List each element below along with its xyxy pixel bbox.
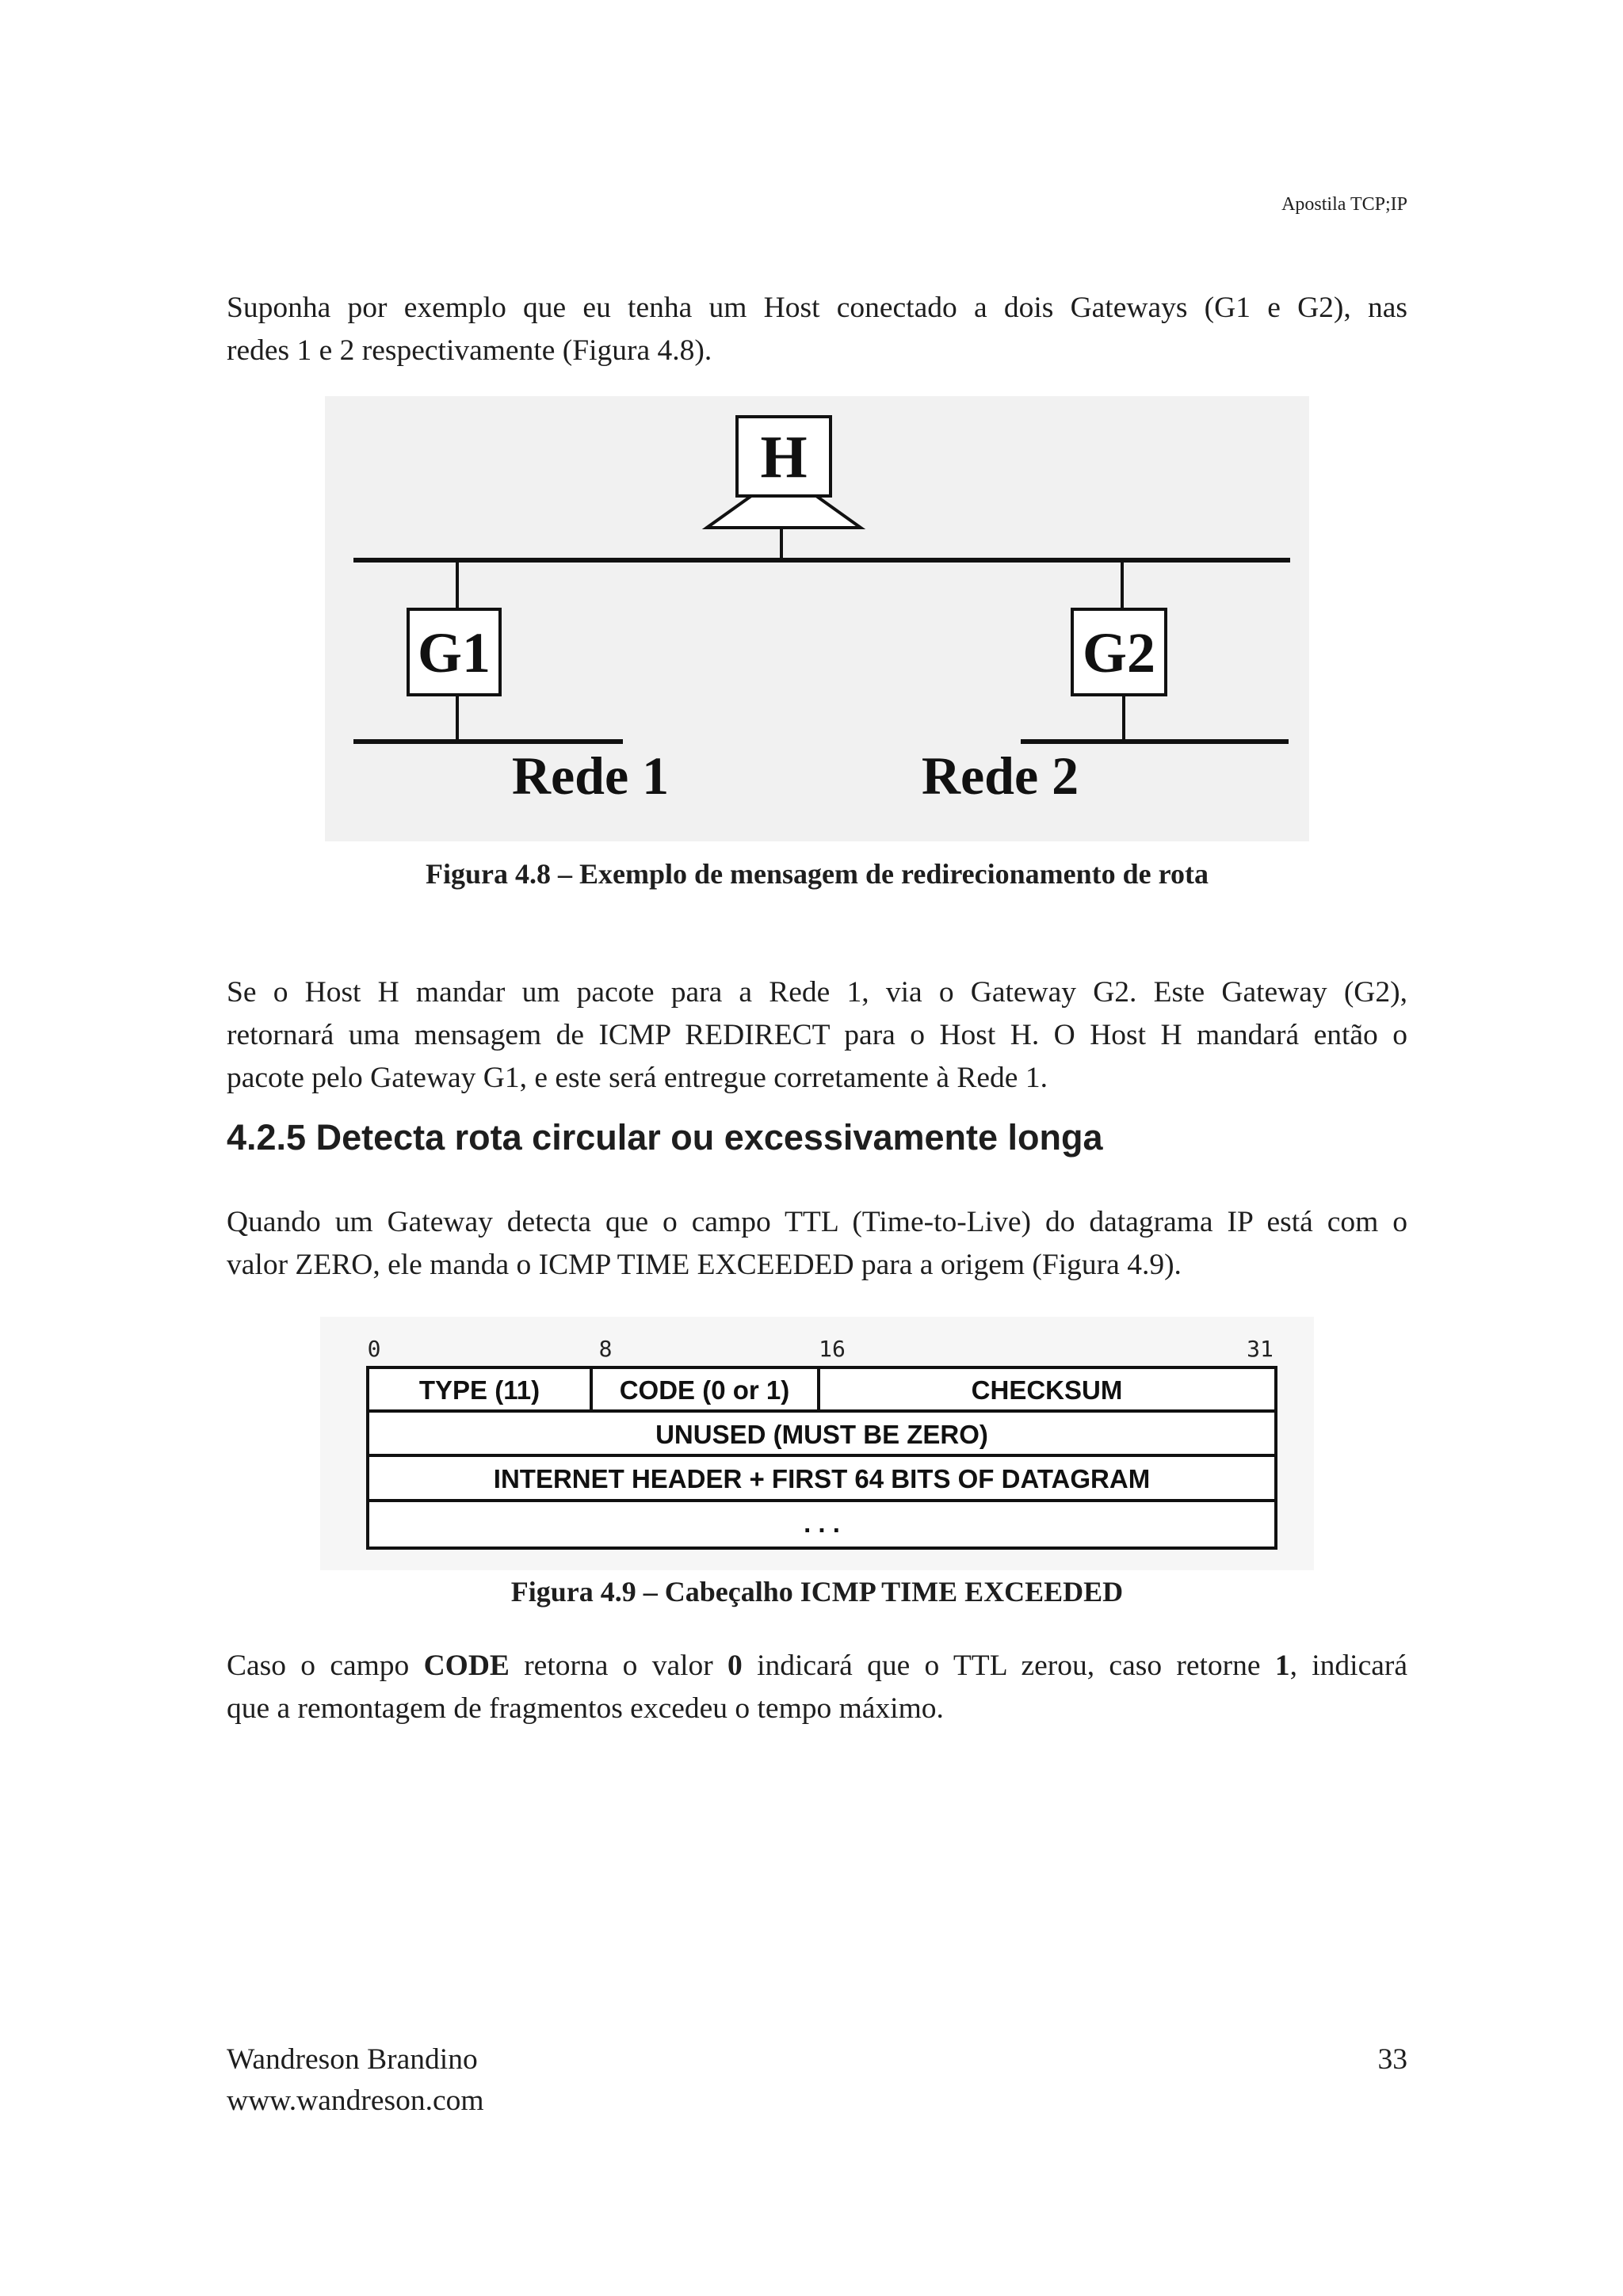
bit-label: 31 (1247, 1336, 1274, 1362)
text-run: , indicará (1289, 1650, 1407, 1682)
bold-term: 1 (1274, 1650, 1290, 1682)
section-heading: 4.2.5 Detecta rota circular ou excessivamente longa (227, 1117, 1103, 1158)
ttl-paragraph (227, 1201, 1407, 1287)
field-code: CODE (0 or 1) (619, 1375, 790, 1405)
bold-term: 0 (727, 1650, 743, 1682)
field-checksum: CHECKSUM (971, 1375, 1123, 1405)
text-run: retorna o valor (509, 1650, 728, 1682)
paragraph-line: retornará uma mensagem de ICMP REDIRECT para o Host H. O Host H mandará então o (227, 1019, 1407, 1051)
field-internet-header: INTERNET HEADER + FIRST 64 BITS OF DATAGRAM (493, 1464, 1151, 1493)
gateway-g1-label: G1 (417, 621, 491, 685)
paragraph-line: valor ZERO, ele manda o ICMP TIME EXCEEDED para a origem (Figura 4.9). (227, 1249, 1182, 1281)
footer-website[interactable]: www.wandreson.com (227, 2084, 484, 2117)
icmp-header-figure (320, 1317, 1314, 1570)
field-type: TYPE (11) (418, 1375, 540, 1405)
bit-label: 16 (819, 1336, 846, 1362)
field-ellipsis: . . . (804, 1508, 840, 1538)
bit-label: 8 (598, 1336, 613, 1362)
page-number: 33 (1377, 2043, 1407, 2076)
paragraph-line: redes 1 e 2 respectivamente (Figura 4.8). (227, 334, 712, 367)
paragraph-line (227, 1645, 1407, 1688)
network1-label: Rede 1 (511, 746, 670, 806)
running-header: Apostila TCP;IP (1281, 194, 1407, 215)
paragraph-line: Quando um Gateway detecta que o campo TTL (Time-to-Live) do datagrama IP está com o (227, 1206, 1407, 1238)
paragraph-line: Se o Host H mandar um pacote para a Rede 1, via o Gateway G2. Este Gateway (G2), (227, 976, 1407, 1009)
figure-caption: Figura 4.9 – Cabeçalho ICMP TIME EXCEEDED (510, 1576, 1124, 1608)
intro-paragraph (227, 287, 1407, 372)
redirect-paragraph (227, 971, 1407, 1100)
network2-label: Rede 2 (921, 746, 1079, 806)
text-run: indicará que o TTL zerou, caso retorne (742, 1650, 1275, 1682)
bold-term: CODE (423, 1650, 510, 1682)
footer-author: Wandreson Brandino (227, 2043, 478, 2076)
field-unused: UNUSED (MUST BE ZERO) (655, 1420, 988, 1449)
network-diagram-figure (325, 396, 1309, 841)
paragraph-line: pacote pelo Gateway G1, e este será entregue corretamente à Rede 1. (227, 1062, 1048, 1094)
bit-label: 0 (367, 1336, 381, 1362)
host-label: H (760, 424, 808, 490)
paragraph-line: que a remontagem de fragmentos excedeu o tempo máximo. (227, 1692, 944, 1725)
gateway-g2-label: G2 (1082, 621, 1156, 685)
paragraph-line: Suponha por exemplo que eu tenha um Host conectado a dois Gateways (G1 e G2), nas (227, 292, 1407, 324)
text-run: Caso o campo (227, 1650, 424, 1682)
figure-caption: Figura 4.8 – Exemplo de mensagem de redirecionamento de rota (426, 858, 1209, 890)
code-paragraph (227, 1645, 1407, 1730)
